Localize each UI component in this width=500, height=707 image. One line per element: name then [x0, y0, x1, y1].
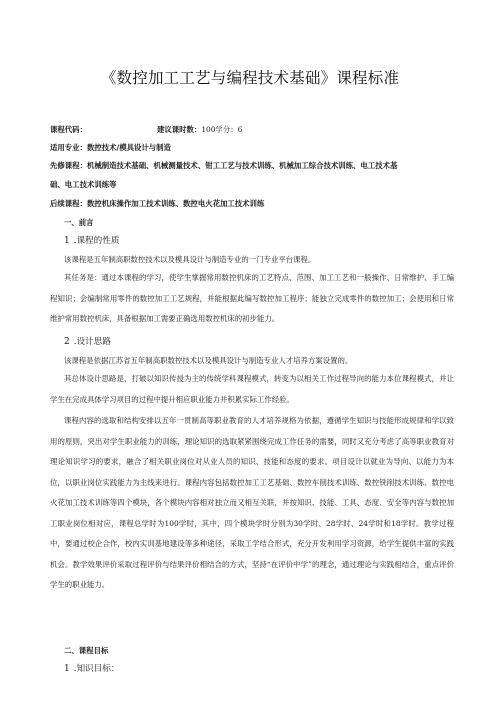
course-meta-row — [50, 125, 455, 135]
subheading-label: .课程的性质 — [73, 236, 120, 246]
paragraph-course-task: 其任务是：通过本课程的学习，使学生掌握常用数控机床的工艺特点、范围、加工工艺和一般操作、日常维护、手工编程知识；会编制常用零件的数控加工工艺规程，并能根据此编写数控加工程序；能独立完成零件的数控加工；会使用和日常维护常用数控机床，具备根据加工需要正确选用数控机床的初步能力。 — [50, 273, 454, 323]
applicable-major: 适用专业：数控技术/模具设计与制造 — [50, 143, 171, 152]
followup-courses: 后续课程：数控机床操作加工技术训练、数控电火花加工技术训练 — [50, 199, 265, 208]
subheading-knowledge-objectives — [64, 664, 119, 674]
subheading-label: .知识目标： — [73, 664, 120, 674]
document-title: 《数控加工工艺与编程技术基础》课程标准 — [100, 69, 400, 87]
paragraph-design-basis: 该课程是依据江苏省五年制高职数控技术以及模具设计与制造专业人才培养方案设置的。 — [64, 356, 353, 365]
subheading-number: 1 — [64, 664, 70, 674]
section-heading-preface: 一、前言 — [64, 218, 94, 227]
subheading-number: 2 — [64, 337, 70, 347]
course-hours-value: 100学分：6 — [201, 125, 243, 134]
paragraph-design-overall: 其总体设计思路是，打破以知识传授为主的传统学科课程模式，转变为以相关工作过程导向的能力本位课程模式，并让学生在完成具体学习项目的过程中提升相应职业能力并积累实际工作经验。 — [50, 374, 454, 404]
subheading-label: .设计思路 — [73, 337, 111, 347]
course-code-label: 课程代码： — [50, 125, 87, 134]
course-hours-label: 建议课时数： — [156, 125, 202, 134]
prerequisite-courses-line1: 先修课程：机械制造技术基础、机械测量技术、钳工工艺与技术训练、机械加工综合技术训练、电工技术基 — [50, 161, 398, 170]
subheading-number: 1 — [64, 236, 70, 246]
section-heading-objectives: 二、课程目标 — [64, 646, 109, 655]
paragraph-design-content: 课程内容的选取和结构安排以五年一贯制高等职业教育的人才培养规格为依据，遵循学生知识与技能形成规律和学以致用的原则，突出对学生职业能力的训练，理论知识的选取紧紧围绕完成工作任务的需要，同时又充分考虑了高等职业教育对理论知识学习的要求，融合了相关职业岗位对从业人员的知识、技能和态度的要求。项目设计以就业为导向、以能力为本位，以职业岗位实践能力为主线来进行。课程内容包括数控加工工艺基础、数控车削技术训练、数控铣削技术训练、数控电火花加工技术训练等四个模块，各个模块内容相对独立而又相互关联，并按知识、技能、工具、态度、安全等内容与数控加工职业岗位相对应，课程总学时为100学时，其中，四个模块学时分别为30学时、28学时、24学时和18学时。教学过程中，要通过校企合作，校内实训基地建设等多种途径，采取工学结合形式，充分开发利用学习资源，给学生提供丰富的实践机会。教学效果评价采取过程评价与结果评价相结合的方式，坚持“在评价中学”的理念，通过理论与实践相结合，重点评价学生的职业能力。 — [50, 416, 454, 589]
subheading-design-ideas — [64, 337, 111, 347]
subheading-course-nature — [64, 236, 119, 246]
paragraph-course-nature: 该课程是五年制高职数控技术以及模具设计与制造专业的一门专业平台课程。 — [64, 255, 316, 264]
prerequisite-courses-line2: 础、电工技术训练等 — [50, 180, 117, 189]
